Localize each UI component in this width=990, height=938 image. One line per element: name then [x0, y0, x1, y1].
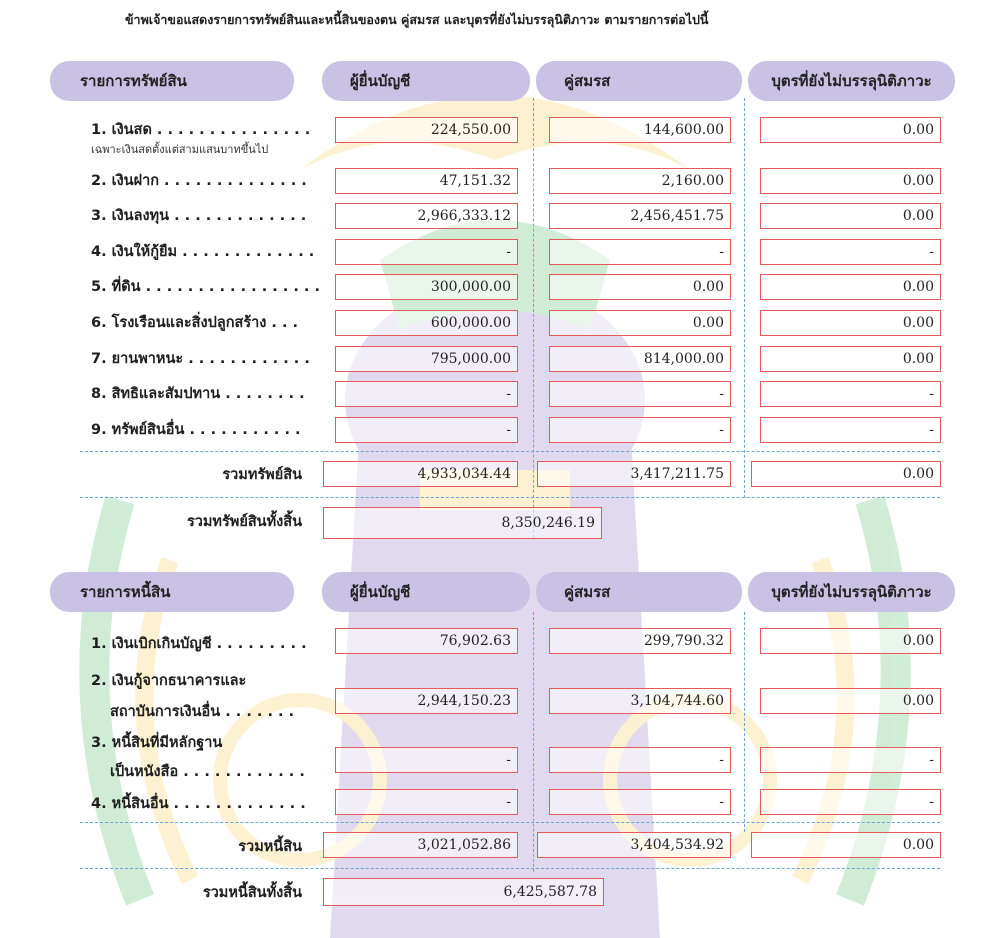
liability-spouse-value: 299,790.32	[549, 628, 731, 654]
asset-label: 7. ยานพาหนะ . . . . . . . . . . . .	[91, 351, 310, 367]
asset-children-value: 0.00	[760, 117, 941, 143]
liability-spouse-value: -	[549, 789, 731, 815]
column-divider-1	[533, 98, 534, 538]
asset-label: 1. เงินสด . . . . . . . . . . . . . . .	[91, 122, 311, 138]
asset-spouse-value: -	[549, 381, 731, 407]
liability-label: 3. หนี้สินที่มีหลักฐาน	[91, 735, 223, 751]
liability-label-line2: เป็นหนังสือ . . . . . . . . . . . .	[110, 764, 305, 780]
asset-children-value: -	[760, 239, 941, 265]
liabilities-divider-bottom	[80, 868, 940, 869]
assets-grand-total-label: รวมทรัพย์สินทั้งสิ้น	[186, 514, 302, 530]
intro-text: ข้าพเจ้าขอแสดงรายการทรัพย์สินและหนี้สินของตน คู่สมรส และบุตรที่ยังไม่บรรลุนิติภาวะ ตามรายการต่อไปนี้	[125, 12, 709, 27]
liability-filer-value: -	[335, 747, 518, 773]
asset-label: 6. โรงเรือนและสิ่งปลูกสร้าง . . .	[91, 315, 299, 331]
liability-children-value: -	[760, 789, 941, 815]
assets-spouse-header: คู่สมรส	[536, 61, 742, 101]
liability-label-line2: สถาบันการเงินอื่น . . . . . . .	[110, 704, 295, 720]
asset-spouse-value: 2,160.00	[549, 168, 731, 194]
liability-filer-value: 76,902.63	[335, 628, 518, 654]
liability-label: 2. เงินกู้จากธนาคารและ	[91, 673, 247, 689]
asset-label: 9. ทรัพย์สินอื่น . . . . . . . . . . .	[91, 422, 301, 438]
liability-spouse-value: -	[549, 747, 731, 773]
liabilities-filer-header: ผู้ยื่นบัญชี	[322, 572, 530, 612]
asset-label: 4. เงินให้กู้ยืม . . . . . . . . . . . . .	[91, 244, 315, 260]
assets-total-label: รวมทรัพย์สิน	[222, 467, 302, 483]
asset-children-value: 0.00	[760, 346, 941, 372]
liability-children-value: 0.00	[760, 628, 941, 654]
liabilities-grand-total-label: รวมหนี้สินทั้งสิ้น	[202, 885, 302, 901]
liabilities-total-spouse: 3,404,534.92	[537, 832, 731, 858]
asset-filer-value: 2,966,333.12	[335, 203, 518, 229]
assets-total-spouse: 3,417,211.75	[537, 461, 731, 487]
liability-label: 1. เงินเบิกเกินบัญชี . . . . . . . . .	[91, 636, 307, 652]
liabilities-total-children: 0.00	[751, 832, 941, 858]
asset-children-value: 0.00	[760, 310, 941, 336]
asset-label: 3. เงินลงทุน . . . . . . . . . . . . .	[91, 208, 307, 224]
asset-filer-value: 300,000.00	[335, 274, 518, 300]
assets-divider-bottom	[80, 497, 940, 498]
asset-spouse-value: 2,456,451.75	[549, 203, 731, 229]
asset-children-value: 0.00	[760, 168, 941, 194]
asset-spouse-value: 144,600.00	[549, 117, 731, 143]
asset-filer-value: -	[335, 417, 518, 443]
assets-header: รายการทรัพย์สิน	[50, 61, 294, 101]
liabilities-total-filer: 3,021,052.86	[323, 832, 518, 858]
asset-label: 2. เงินฝาก . . . . . . . . . . . . . .	[91, 173, 307, 189]
asset-sublabel: เฉพาะเงินสดตั้งแต่สามแสนบาทขึ้นไป	[91, 143, 269, 156]
liabilities-spouse-header: คู่สมรส	[536, 572, 742, 612]
liabilities-header: รายการหนี้สิน	[50, 572, 294, 612]
asset-spouse-value: 814,000.00	[549, 346, 731, 372]
asset-children-value: 0.00	[760, 203, 941, 229]
liabilities-total-label: รวมหนี้สิน	[238, 839, 302, 855]
liability-children-value: -	[760, 747, 941, 773]
assets-grand-total-value: 8,350,246.19	[323, 507, 602, 539]
liabilities-children-header: บุตรที่ยังไม่บรรลุนิติภาวะ	[748, 572, 955, 612]
asset-spouse-value: 0.00	[549, 274, 731, 300]
liabilities-divider-top	[80, 822, 940, 823]
column-divider-2	[744, 98, 745, 498]
assets-total-children: 0.00	[751, 461, 941, 487]
assets-divider-top	[80, 451, 940, 452]
asset-filer-value: 600,000.00	[335, 310, 518, 336]
asset-spouse-value: -	[549, 239, 731, 265]
asset-filer-value: 795,000.00	[335, 346, 518, 372]
liability-spouse-value: 3,104,744.60	[549, 688, 731, 714]
assets-filer-header: ผู้ยื่นบัญชี	[322, 61, 530, 101]
liabilities-grand-total-value: 6,425,587.78	[323, 878, 604, 906]
liability-filer-value: 2,944,150.23	[335, 688, 518, 714]
liability-children-value: 0.00	[760, 688, 941, 714]
asset-filer-value: -	[335, 381, 518, 407]
asset-children-value: -	[760, 417, 941, 443]
asset-spouse-value: 0.00	[549, 310, 731, 336]
asset-spouse-value: -	[549, 417, 731, 443]
asset-children-value: 0.00	[760, 274, 941, 300]
asset-label: 5. ที่ดิน . . . . . . . . . . . . . . . . .	[91, 279, 320, 295]
asset-filer-value: -	[335, 239, 518, 265]
liability-label: 4. หนี้สินอื่น . . . . . . . . . . . . .	[91, 796, 306, 812]
asset-filer-value: 224,550.00	[335, 117, 518, 143]
assets-children-header: บุตรที่ยังไม่บรรลุนิติภาวะ	[748, 61, 955, 101]
column-divider-1-liabilities	[533, 612, 534, 872]
column-divider-2-liabilities	[744, 612, 745, 832]
liability-filer-value: -	[335, 789, 518, 815]
asset-children-value: -	[760, 381, 941, 407]
asset-filer-value: 47,151.32	[335, 168, 518, 194]
assets-total-filer: 4,933,034.44	[323, 461, 518, 487]
asset-label: 8. สิทธิและสัมปทาน . . . . . . . .	[91, 386, 305, 402]
